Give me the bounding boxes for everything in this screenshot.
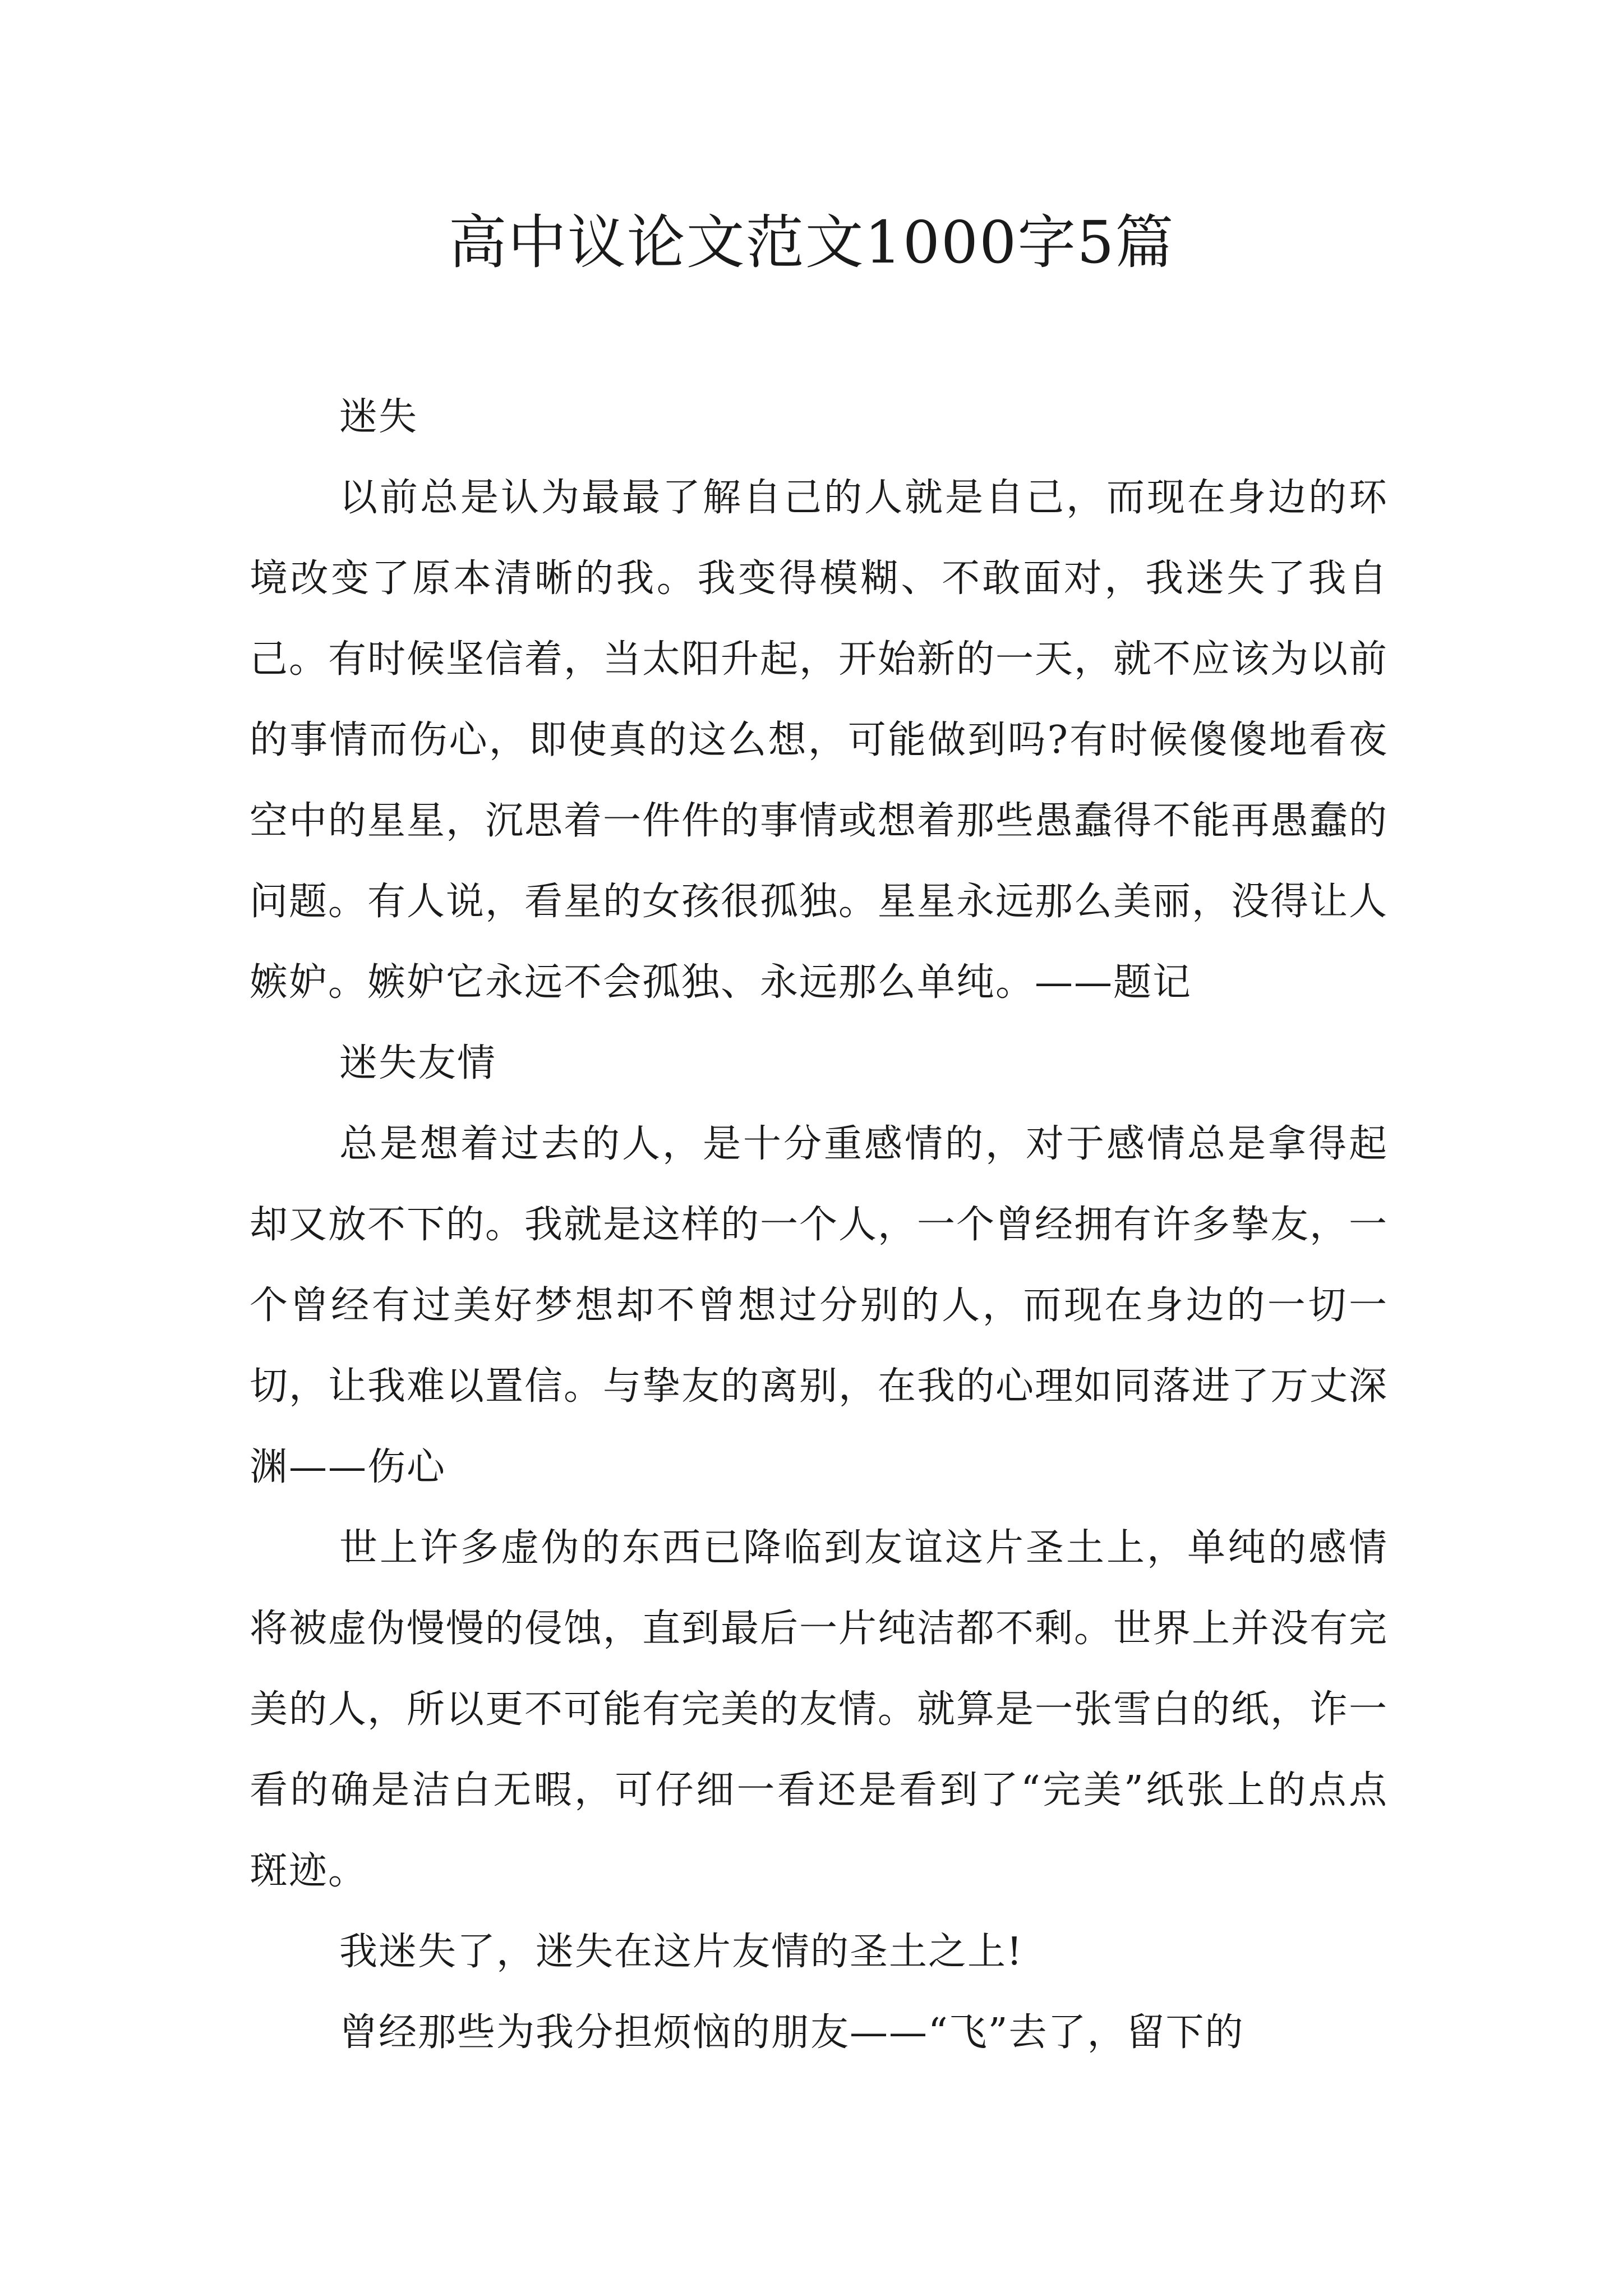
section-heading-lost: 迷失 [339, 395, 418, 439]
paragraph-hypocrisy: 世上许多虚伪的东西已降临到友谊这片圣土上，单纯的感情将被虚伪慢慢的侵蚀，直到最后一片纯洁都不剩。世界上并没有完美的人，所以更不可能有完美的友情。就算是一张雪白的纸，诈一看的确是洁白无暇，可仔细一看还是看到了“完美”纸张上的点点斑迹。 [250, 1526, 1389, 1893]
paragraph-preface: 以前总是认为最最了解自己的人就是自己，而现在身边的环境改变了原本清晰的我。我变得模糊、不敢面对，我迷失了我自己。有时候坚信着，当太阳升起，开始新的一天，就不应该为以前的事情而伤心，即使真的这么想，可能做到吗?有时候傻傻地看夜空中的星星，沉思着一件件的事情或想着那些愚蠢得不能再愚蠢的问题。有人说，看星的女孩很孤独。星星永远那么美丽，没得让人嫉妒。嫉妒它永远不会孤独、永远那么单纯。——题记 [250, 476, 1389, 1005]
document-body [250, 377, 1388, 2073]
paragraph-i-am-lost: 我迷失了，迷失在这片友情的圣土之上! [339, 1930, 1023, 1974]
paragraph-friends-gone: 曾经那些为我分担烦恼的朋友——“飞”去了，留下的 [339, 2010, 1244, 2055]
document-title: 高中议论文范文1000字5篇 [448, 208, 1175, 277]
section-heading-lost-friendship: 迷失友情 [339, 1041, 497, 1085]
paragraph-past-friends: 总是想着过去的人，是十分重感情的，对于感情总是拿得起却又放不下的。我就是这样的一个人，一个曾经拥有许多挚友，一个曾经有过美好梦想却不曾想过分别的人，而现在身边的一切一切，让我难以置信。与挚友的离别，在我的心理如同落进了万丈深渊——伤心 [250, 1122, 1389, 1489]
